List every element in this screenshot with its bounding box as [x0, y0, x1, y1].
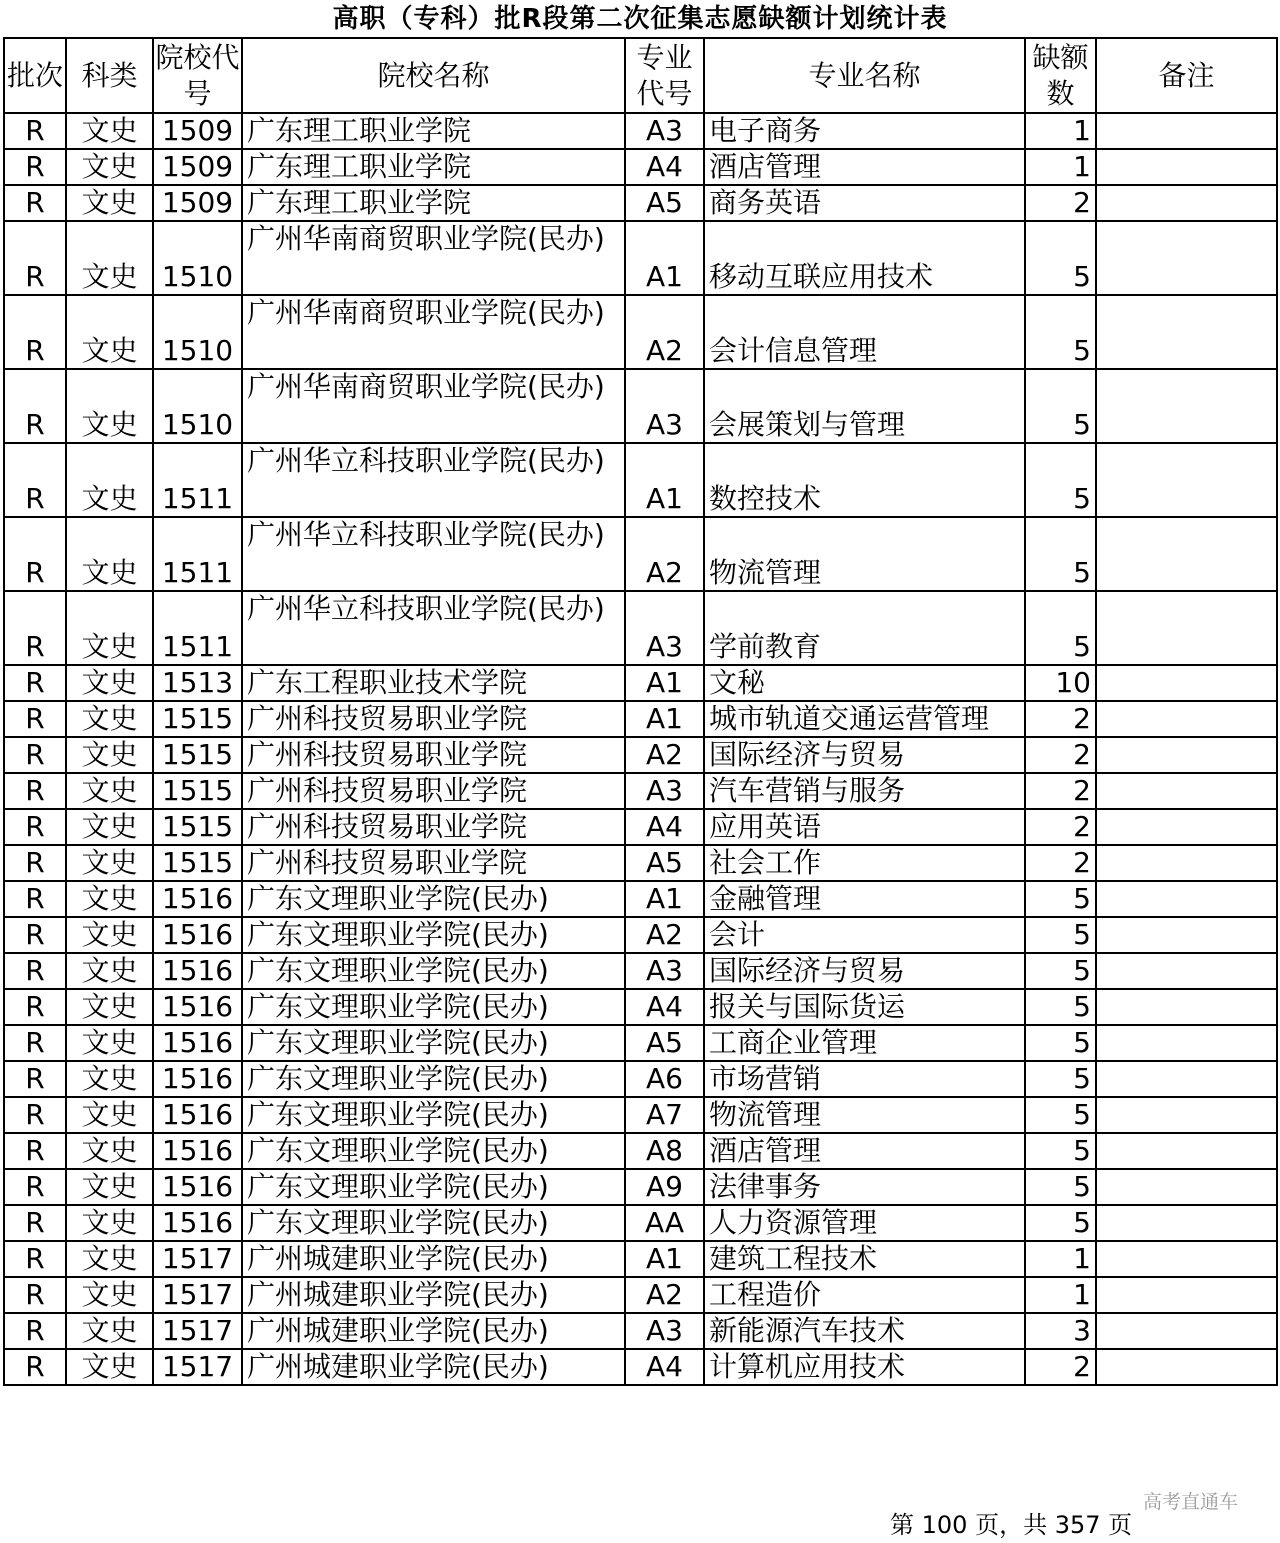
cell-major-code: A3: [625, 953, 704, 989]
cell-school-code: 1516: [153, 989, 242, 1025]
cell-vacancies: 1: [1025, 113, 1096, 149]
table-row: [4, 517, 1277, 591]
cell-vacancies: 5: [1025, 1205, 1096, 1241]
table-row: [4, 1241, 1277, 1277]
cell-major-code: A4: [625, 149, 704, 185]
cell-remarks: [1096, 185, 1277, 221]
cell-vacancies: 5: [1025, 1133, 1096, 1169]
cell-category: 文史: [66, 591, 153, 665]
cell-batch: R: [4, 1061, 66, 1097]
cell-remarks: [1096, 953, 1277, 989]
table-row: [4, 443, 1277, 517]
cell-category: 文史: [66, 917, 153, 953]
cell-major-name: 金融管理: [704, 881, 1025, 917]
cell-major-code: A4: [625, 1349, 704, 1385]
cell-remarks: [1096, 1061, 1277, 1097]
cell-school-code: 1515: [153, 737, 242, 773]
table-row: [4, 989, 1277, 1025]
cell-vacancies: 1: [1025, 1241, 1096, 1277]
cell-major-name: 国际经济与贸易: [704, 953, 1025, 989]
cell-batch: R: [4, 809, 66, 845]
table-row: [4, 1061, 1277, 1097]
watermark-text: 高考直通车: [1143, 1491, 1239, 1513]
cell-major-name: 会计信息管理: [704, 295, 1025, 369]
cell-category: 文史: [66, 845, 153, 881]
cell-school-name: 广东理工职业学院: [242, 149, 625, 185]
cell-major-name: 学前教育: [704, 591, 1025, 665]
cell-major-name: 工程造价: [704, 1277, 1025, 1313]
cell-major-code: A2: [625, 737, 704, 773]
cell-category: 文史: [66, 881, 153, 917]
cell-vacancies: 1: [1025, 1277, 1096, 1313]
cell-school-name: 广州科技贸易职业学院: [242, 773, 625, 809]
cell-major-code: A7: [625, 1097, 704, 1133]
cell-category: 文史: [66, 295, 153, 369]
cell-vacancies: 5: [1025, 953, 1096, 989]
cell-school-code: 1516: [153, 1133, 242, 1169]
cell-batch: R: [4, 1097, 66, 1133]
table-row: [4, 881, 1277, 917]
cell-batch: R: [4, 737, 66, 773]
cell-category: 文史: [66, 773, 153, 809]
cell-remarks: [1096, 773, 1277, 809]
cell-major-name: 应用英语: [704, 809, 1025, 845]
table-row: [4, 701, 1277, 737]
cell-school-name: 广州科技贸易职业学院: [242, 845, 625, 881]
cell-major-name: 商务英语: [704, 185, 1025, 221]
cell-batch: R: [4, 185, 66, 221]
table-row: [4, 591, 1277, 665]
cell-school-name: 广州华南商贸职业学院(民办): [242, 295, 625, 369]
cell-remarks: [1096, 591, 1277, 665]
cell-batch: R: [4, 953, 66, 989]
cell-major-name: 报关与国际货运: [704, 989, 1025, 1025]
header-batch: 批次: [4, 38, 66, 113]
vacancy-table: [3, 37, 1278, 1386]
cell-remarks: [1096, 917, 1277, 953]
cell-school-code: 1509: [153, 113, 242, 149]
cell-major-name: 物流管理: [704, 517, 1025, 591]
cell-remarks: [1096, 149, 1277, 185]
cell-vacancies: 2: [1025, 701, 1096, 737]
cell-vacancies: 5: [1025, 369, 1096, 443]
table-row: [4, 665, 1277, 701]
header-category: 科类: [66, 38, 153, 113]
cell-school-name: 广东文理职业学院(民办): [242, 989, 625, 1025]
header-school-name: 院校名称: [242, 38, 625, 113]
cell-remarks: [1096, 701, 1277, 737]
cell-school-name: 广州科技贸易职业学院: [242, 737, 625, 773]
cell-remarks: [1096, 737, 1277, 773]
cell-major-code: AA: [625, 1205, 704, 1241]
cell-remarks: [1096, 1313, 1277, 1349]
cell-school-code: 1510: [153, 221, 242, 295]
cell-batch: R: [4, 113, 66, 149]
cell-major-name: 电子商务: [704, 113, 1025, 149]
table-row: [4, 1025, 1277, 1061]
cell-batch: R: [4, 773, 66, 809]
cell-batch: R: [4, 149, 66, 185]
cell-major-code: A4: [625, 809, 704, 845]
cell-remarks: [1096, 989, 1277, 1025]
cell-school-name: 广州城建职业学院(民办): [242, 1277, 625, 1313]
cell-remarks: [1096, 517, 1277, 591]
cell-major-code: A6: [625, 1061, 704, 1097]
cell-vacancies: 5: [1025, 295, 1096, 369]
cell-school-code: 1515: [153, 701, 242, 737]
cell-school-code: 1516: [153, 1169, 242, 1205]
cell-school-code: 1517: [153, 1277, 242, 1313]
cell-vacancies: 5: [1025, 517, 1096, 591]
cell-vacancies: 2: [1025, 773, 1096, 809]
cell-major-name: 会展策划与管理: [704, 369, 1025, 443]
cell-major-code: A1: [625, 221, 704, 295]
cell-major-code: A5: [625, 185, 704, 221]
cell-remarks: [1096, 845, 1277, 881]
cell-major-code: A9: [625, 1169, 704, 1205]
cell-school-code: 1509: [153, 185, 242, 221]
cell-batch: R: [4, 1313, 66, 1349]
cell-batch: R: [4, 517, 66, 591]
cell-school-code: 1516: [153, 917, 242, 953]
cell-category: 文史: [66, 149, 153, 185]
cell-major-name: 物流管理: [704, 1097, 1025, 1133]
cell-category: 文史: [66, 113, 153, 149]
table-body: [4, 113, 1277, 1385]
cell-school-name: 广州华立科技职业学院(民办): [242, 443, 625, 517]
cell-major-name: 数控技术: [704, 443, 1025, 517]
cell-school-name: 广东文理职业学院(民办): [242, 953, 625, 989]
cell-school-code: 1516: [153, 1097, 242, 1133]
cell-category: 文史: [66, 1097, 153, 1133]
cell-major-code: A2: [625, 517, 704, 591]
cell-major-name: 酒店管理: [704, 1133, 1025, 1169]
cell-batch: R: [4, 1205, 66, 1241]
cell-school-name: 广州华南商贸职业学院(民办): [242, 221, 625, 295]
cell-vacancies: 2: [1025, 185, 1096, 221]
header-remarks: 备注: [1096, 38, 1277, 113]
cell-major-code: A1: [625, 443, 704, 517]
cell-category: 文史: [66, 1241, 153, 1277]
cell-school-name: 广东文理职业学院(民办): [242, 1133, 625, 1169]
cell-school-name: 广州科技贸易职业学院: [242, 701, 625, 737]
cell-batch: R: [4, 369, 66, 443]
table-row: [4, 1169, 1277, 1205]
cell-vacancies: 5: [1025, 443, 1096, 517]
cell-major-code: A1: [625, 881, 704, 917]
cell-school-name: 广东文理职业学院(民办): [242, 1061, 625, 1097]
cell-school-name: 广东文理职业学院(民办): [242, 1169, 625, 1205]
table-row: [4, 845, 1277, 881]
cell-remarks: [1096, 1205, 1277, 1241]
cell-remarks: [1096, 221, 1277, 295]
cell-category: 文史: [66, 1169, 153, 1205]
table-row: [4, 1277, 1277, 1313]
cell-school-code: 1511: [153, 517, 242, 591]
cell-school-name: 广东文理职业学院(民办): [242, 917, 625, 953]
cell-major-name: 新能源汽车技术: [704, 1313, 1025, 1349]
cell-batch: R: [4, 881, 66, 917]
cell-major-code: A8: [625, 1133, 704, 1169]
table-row: [4, 1097, 1277, 1133]
cell-category: 文史: [66, 701, 153, 737]
cell-major-code: A1: [625, 701, 704, 737]
cell-remarks: [1096, 1277, 1277, 1313]
cell-remarks: [1096, 1241, 1277, 1277]
cell-batch: R: [4, 1277, 66, 1313]
cell-school-name: 广州城建职业学院(民办): [242, 1349, 625, 1385]
cell-major-name: 移动互联应用技术: [704, 221, 1025, 295]
cell-major-code: A3: [625, 591, 704, 665]
cell-major-code: A1: [625, 665, 704, 701]
header-vacancies: 缺额数: [1025, 38, 1096, 113]
cell-school-name: 广东工程职业技术学院: [242, 665, 625, 701]
cell-batch: R: [4, 443, 66, 517]
cell-remarks: [1096, 1133, 1277, 1169]
cell-vacancies: 2: [1025, 737, 1096, 773]
table-row: [4, 149, 1277, 185]
cell-batch: R: [4, 701, 66, 737]
cell-school-name: 广东文理职业学院(民办): [242, 1097, 625, 1133]
cell-major-name: 计算机应用技术: [704, 1349, 1025, 1385]
page-title: 高职（专科）批R段第二次征集志愿缺额计划统计表: [332, 4, 948, 34]
header-school-code: 院校代号: [153, 38, 242, 113]
cell-school-code: 1517: [153, 1349, 242, 1385]
cell-school-name: 广州科技贸易职业学院: [242, 809, 625, 845]
cell-major-name: 城市轨道交通运营管理: [704, 701, 1025, 737]
cell-vacancies: 2: [1025, 809, 1096, 845]
cell-batch: R: [4, 917, 66, 953]
cell-school-code: 1509: [153, 149, 242, 185]
table-row: [4, 917, 1277, 953]
cell-major-name: 市场营销: [704, 1061, 1025, 1097]
table-row: [4, 953, 1277, 989]
cell-school-name: 广东文理职业学院(民办): [242, 1025, 625, 1061]
cell-vacancies: 2: [1025, 1349, 1096, 1385]
table-row: [4, 185, 1277, 221]
header-major-name: 专业名称: [704, 38, 1025, 113]
cell-remarks: [1096, 809, 1277, 845]
cell-batch: R: [4, 1349, 66, 1385]
cell-vacancies: 3: [1025, 1313, 1096, 1349]
cell-category: 文史: [66, 1025, 153, 1061]
cell-school-name: 广州城建职业学院(民办): [242, 1313, 625, 1349]
cell-school-name: 广东理工职业学院: [242, 185, 625, 221]
header-major-code: 专业代号: [625, 38, 704, 113]
table-row: [4, 1205, 1277, 1241]
table-row: [4, 369, 1277, 443]
cell-category: 文史: [66, 665, 153, 701]
cell-category: 文史: [66, 737, 153, 773]
cell-school-code: 1515: [153, 845, 242, 881]
table-row: [4, 1349, 1277, 1385]
cell-school-name: 广州华南商贸职业学院(民办): [242, 369, 625, 443]
cell-school-code: 1510: [153, 369, 242, 443]
cell-vacancies: 5: [1025, 881, 1096, 917]
cell-remarks: [1096, 443, 1277, 517]
cell-school-name: 广东文理职业学院(民办): [242, 1205, 625, 1241]
cell-remarks: [1096, 881, 1277, 917]
table-row: [4, 221, 1277, 295]
cell-major-name: 人力资源管理: [704, 1205, 1025, 1241]
cell-major-name: 社会工作: [704, 845, 1025, 881]
cell-school-name: 广州华立科技职业学院(民办): [242, 517, 625, 591]
table-row: [4, 1133, 1277, 1169]
cell-batch: R: [4, 591, 66, 665]
cell-batch: R: [4, 1241, 66, 1277]
cell-major-code: A5: [625, 1025, 704, 1061]
cell-major-name: 酒店管理: [704, 149, 1025, 185]
cell-major-code: A3: [625, 369, 704, 443]
cell-remarks: [1096, 369, 1277, 443]
cell-batch: R: [4, 989, 66, 1025]
cell-remarks: [1096, 1169, 1277, 1205]
table-row: [4, 737, 1277, 773]
cell-major-name: 建筑工程技术: [704, 1241, 1025, 1277]
cell-category: 文史: [66, 369, 153, 443]
cell-school-code: 1511: [153, 591, 242, 665]
cell-school-name: 广东文理职业学院(民办): [242, 881, 625, 917]
cell-vacancies: 5: [1025, 1169, 1096, 1205]
cell-school-name: 广东理工职业学院: [242, 113, 625, 149]
cell-major-name: 文秘: [704, 665, 1025, 701]
cell-major-code: A3: [625, 773, 704, 809]
cell-batch: R: [4, 221, 66, 295]
cell-school-code: 1516: [153, 881, 242, 917]
cell-major-code: A5: [625, 845, 704, 881]
cell-vacancies: 10: [1025, 665, 1096, 701]
cell-remarks: [1096, 1025, 1277, 1061]
cell-major-name: 汽车营销与服务: [704, 773, 1025, 809]
cell-batch: R: [4, 845, 66, 881]
cell-school-code: 1516: [153, 1061, 242, 1097]
cell-school-code: 1515: [153, 773, 242, 809]
cell-vacancies: 5: [1025, 1025, 1096, 1061]
cell-batch: R: [4, 1133, 66, 1169]
cell-category: 文史: [66, 989, 153, 1025]
cell-category: 文史: [66, 1133, 153, 1169]
cell-batch: R: [4, 1025, 66, 1061]
table-header-row: [4, 38, 1277, 113]
cell-vacancies: 5: [1025, 989, 1096, 1025]
cell-vacancies: 2: [1025, 845, 1096, 881]
cell-school-name: 广州城建职业学院(民办): [242, 1241, 625, 1277]
cell-batch: R: [4, 295, 66, 369]
cell-major-code: A2: [625, 295, 704, 369]
cell-school-code: 1515: [153, 809, 242, 845]
cell-major-code: A2: [625, 1277, 704, 1313]
table-row: [4, 295, 1277, 369]
cell-remarks: [1096, 113, 1277, 149]
table-row: [4, 113, 1277, 149]
cell-category: 文史: [66, 443, 153, 517]
cell-school-code: 1516: [153, 953, 242, 989]
cell-major-name: 法律事务: [704, 1169, 1025, 1205]
cell-remarks: [1096, 295, 1277, 369]
cell-category: 文史: [66, 517, 153, 591]
cell-category: 文史: [66, 1349, 153, 1385]
cell-major-name: 工商企业管理: [704, 1025, 1025, 1061]
cell-school-code: 1517: [153, 1241, 242, 1277]
cell-batch: R: [4, 1169, 66, 1205]
cell-remarks: [1096, 1097, 1277, 1133]
cell-category: 文史: [66, 221, 153, 295]
cell-vacancies: 5: [1025, 917, 1096, 953]
cell-school-code: 1513: [153, 665, 242, 701]
cell-vacancies: 5: [1025, 221, 1096, 295]
cell-major-code: A4: [625, 989, 704, 1025]
cell-category: 文史: [66, 953, 153, 989]
cell-vacancies: 5: [1025, 1061, 1096, 1097]
cell-school-code: 1517: [153, 1313, 242, 1349]
cell-major-code: A3: [625, 1313, 704, 1349]
cell-vacancies: 5: [1025, 1097, 1096, 1133]
cell-remarks: [1096, 665, 1277, 701]
cell-vacancies: 1: [1025, 149, 1096, 185]
cell-category: 文史: [66, 1205, 153, 1241]
cell-school-code: 1516: [153, 1025, 242, 1061]
cell-batch: R: [4, 665, 66, 701]
cell-school-name: 广州华立科技职业学院(民办): [242, 591, 625, 665]
cell-category: 文史: [66, 1061, 153, 1097]
page-footer: 第 100 页，共 357 页: [890, 1511, 1133, 1539]
cell-school-code: 1510: [153, 295, 242, 369]
cell-major-name: 国际经济与贸易: [704, 737, 1025, 773]
cell-category: 文史: [66, 1277, 153, 1313]
cell-vacancies: 5: [1025, 591, 1096, 665]
table-row: [4, 773, 1277, 809]
cell-category: 文史: [66, 185, 153, 221]
cell-remarks: [1096, 1349, 1277, 1385]
cell-major-name: 会计: [704, 917, 1025, 953]
cell-school-code: 1511: [153, 443, 242, 517]
cell-major-code: A1: [625, 1241, 704, 1277]
table-row: [4, 809, 1277, 845]
table-row: [4, 1313, 1277, 1349]
cell-category: 文史: [66, 809, 153, 845]
cell-major-code: A2: [625, 917, 704, 953]
cell-major-code: A3: [625, 113, 704, 149]
cell-category: 文史: [66, 1313, 153, 1349]
cell-school-code: 1516: [153, 1205, 242, 1241]
